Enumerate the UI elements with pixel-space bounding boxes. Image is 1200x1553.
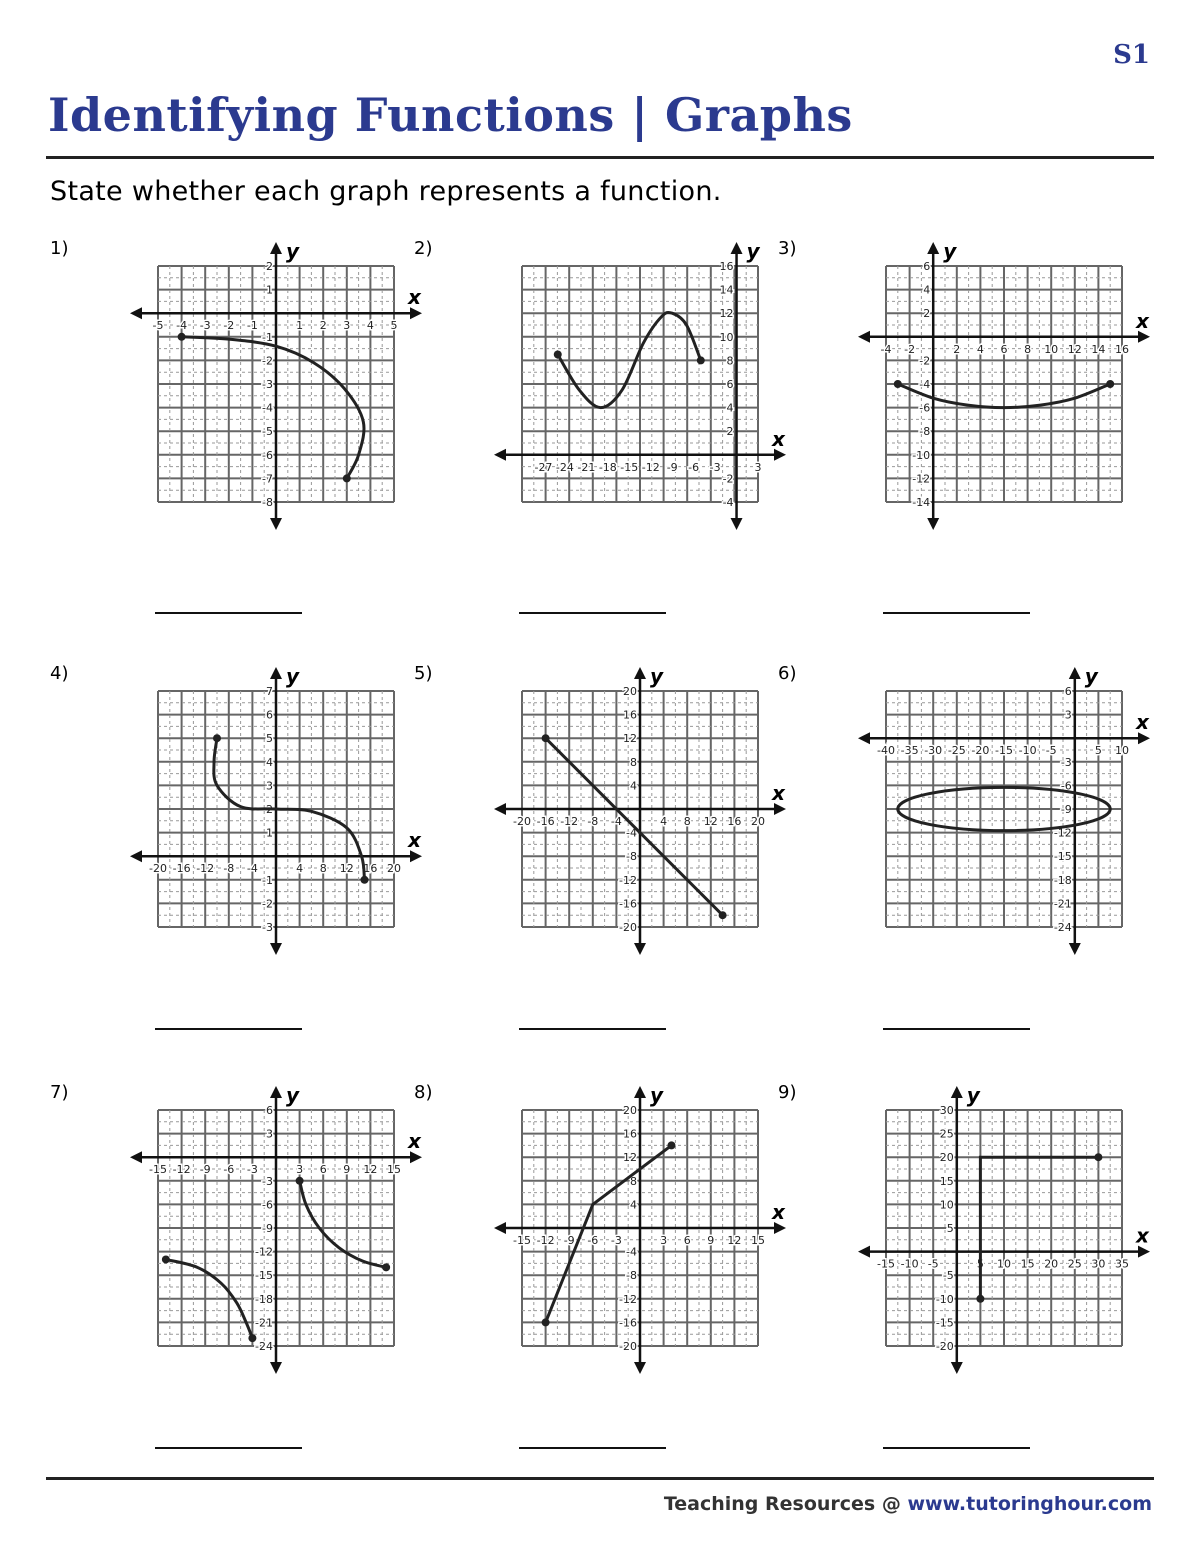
y-tick-label: -12 (619, 1292, 637, 1306)
x-tick-label: 16 (727, 815, 742, 828)
answer-line[interactable] (883, 612, 1030, 614)
y-tick-label: 10 (719, 330, 734, 344)
arrow-up-icon (731, 242, 743, 254)
x-tick-label: -27 (534, 460, 553, 474)
y-axis-label: y (286, 239, 300, 263)
y-tick-label: -8 (919, 425, 931, 439)
endpoint-dot (213, 734, 221, 742)
footer-link[interactable]: www.tutoringhour.com (907, 1493, 1152, 1515)
x-tick-label: -12 (641, 460, 660, 474)
y-tick-label: -2 (262, 897, 273, 911)
y-tick-label: -1 (262, 330, 273, 344)
instructions: State whether each graph represents a function. (50, 176, 722, 207)
arrow-up-icon (634, 667, 646, 679)
x-tick-label: 20 (751, 815, 765, 828)
x-tick-label: -12 (536, 1234, 555, 1247)
x-tick-label: 5 (1094, 744, 1102, 758)
y-tick-label: -15 (935, 1316, 954, 1330)
problem-2 (414, 238, 785, 638)
x-tick-label: -5 (152, 319, 164, 333)
x-tick-label: 2 (319, 319, 327, 333)
problem-number: 8) (414, 1082, 433, 1103)
arrow-left-icon (858, 732, 870, 744)
x-tick-label: 9 (707, 1234, 715, 1247)
x-tick-label: -9 (199, 1163, 211, 1177)
sheet-id: S1 (1113, 40, 1150, 70)
x-tick-label: 10 (1044, 342, 1059, 356)
graph-1 (80, 238, 421, 538)
y-tick-label: -2 (722, 472, 734, 486)
answer-line[interactable] (519, 1447, 666, 1449)
x-tick-label: 8 (683, 815, 691, 828)
y-axis-label: y (650, 664, 664, 688)
y-tick-label: -20 (935, 1340, 954, 1353)
y-tick-label: -6 (262, 1198, 273, 1212)
y-tick-label: 20 (939, 1151, 954, 1165)
arrow-left-icon (494, 1222, 506, 1234)
problem-8 (414, 1082, 785, 1482)
problem-3 (778, 238, 1149, 638)
x-tick-label: -9 (666, 460, 678, 474)
y-tick-label: 16 (719, 260, 734, 273)
y-tick-label: -4 (262, 401, 273, 415)
y-tick-label: 16 (623, 708, 637, 722)
curve-path (300, 1181, 387, 1268)
y-tick-label: 3 (1064, 708, 1072, 722)
y-tick-label: -20 (619, 1340, 637, 1353)
arrow-down-icon (951, 1362, 963, 1374)
problem-1 (50, 238, 421, 638)
y-tick-label: 4 (266, 755, 273, 769)
problem-5 (414, 663, 785, 1063)
y-axis-label: y (650, 1083, 664, 1107)
x-tick-label: 5 (976, 1257, 984, 1271)
y-tick-label: -20 (619, 921, 637, 934)
x-tick-label: 10 (1115, 744, 1129, 758)
y-tick-label: -12 (1053, 826, 1072, 840)
y-tick-label: -3 (262, 378, 273, 391)
answer-line[interactable] (155, 1028, 302, 1030)
y-tick-label: -6 (919, 401, 931, 415)
x-tick-label: -4 (610, 815, 622, 828)
y-tick-label: 6 (923, 260, 931, 273)
answer-line[interactable] (883, 1447, 1030, 1449)
problem-7 (50, 1082, 421, 1482)
x-tick-label: -15 (149, 1163, 167, 1177)
arrow-left-icon (858, 331, 870, 343)
x-axis-label: x (408, 1129, 421, 1154)
y-tick-label: 12 (623, 732, 637, 746)
x-tick-label: 8 (1024, 342, 1032, 356)
answer-line[interactable] (883, 1028, 1030, 1030)
y-tick-label: -24 (255, 1340, 273, 1353)
y-tick-label: 3 (266, 1127, 273, 1141)
x-tick-label: 4 (660, 815, 668, 828)
y-tick-label: -14 (912, 496, 931, 509)
y-tick-label: 6 (266, 1104, 273, 1117)
y-tick-label: -5 (262, 425, 273, 439)
endpoint-dot (667, 1141, 675, 1149)
x-tick-label: 6 (683, 1234, 691, 1247)
x-tick-label: 2 (953, 342, 961, 356)
y-tick-label: 1 (266, 826, 273, 840)
y-tick-label: -2 (262, 354, 273, 368)
y-tick-label: -4 (722, 496, 734, 509)
x-tick-label: -3 (246, 1163, 258, 1177)
y-tick-label: 5 (946, 1222, 954, 1235)
y-tick-label: -18 (1053, 873, 1072, 887)
problem-number: 5) (414, 663, 433, 684)
x-tick-label: -6 (587, 1234, 599, 1247)
y-tick-label: -1 (262, 873, 273, 887)
x-tick-label: -20 (513, 815, 531, 828)
axes (494, 664, 786, 955)
arrow-left-icon (494, 449, 506, 461)
x-tick-label: 15 (387, 1163, 401, 1177)
arrow-up-icon (1069, 667, 1081, 679)
y-tick-label: 8 (630, 755, 637, 769)
arrow-down-icon (731, 518, 743, 530)
x-tick-label: 3 (754, 460, 762, 474)
problem-number: 3) (778, 238, 797, 259)
y-tick-label: -21 (1053, 897, 1072, 911)
y-tick-label: 12 (719, 307, 734, 321)
x-tick-label: 3 (296, 1163, 304, 1177)
y-tick-label: 12 (623, 1151, 637, 1165)
x-tick-label: 12 (727, 1234, 742, 1247)
problem-number: 7) (50, 1082, 69, 1103)
y-tick-label: 2 (266, 803, 273, 816)
x-tick-label: -35 (900, 744, 919, 758)
y-tick-label: -21 (255, 1316, 273, 1330)
problem-number: 1) (50, 238, 69, 259)
x-tick-label: 6 (1000, 342, 1008, 356)
answer-line[interactable] (519, 1028, 666, 1030)
x-tick-label: -12 (196, 862, 215, 876)
arrow-down-icon (634, 943, 646, 955)
y-tick-label: 7 (266, 685, 273, 698)
grid (886, 691, 1122, 927)
x-tick-label: 16 (1115, 342, 1129, 356)
arrow-up-icon (634, 1086, 646, 1098)
y-tick-label: -18 (255, 1292, 273, 1306)
endpoint-dot (542, 734, 550, 742)
arrow-up-icon (927, 242, 939, 254)
y-tick-label: 25 (939, 1127, 954, 1141)
x-tick-label: -18 (598, 460, 617, 474)
endpoint-dot (1094, 1153, 1102, 1161)
x-tick-label: -12 (560, 815, 579, 828)
x-tick-label: -30 (924, 744, 943, 758)
y-tick-label: 4 (726, 401, 734, 415)
y-axis-label: y (1084, 664, 1098, 688)
x-tick-label: 14 (1091, 342, 1106, 356)
x-tick-label: -12 (172, 1163, 191, 1177)
endpoint-dot (894, 380, 902, 388)
y-axis-label: y (286, 664, 300, 688)
arrow-left-icon (130, 307, 142, 319)
arrow-down-icon (634, 1362, 646, 1374)
x-tick-label: 10 (997, 1257, 1011, 1271)
x-axis-label: x (772, 781, 785, 805)
problem-6 (778, 663, 1149, 1063)
x-tick-label: 30 (1091, 1257, 1106, 1271)
x-tick-label: -1 (246, 319, 258, 333)
answer-line[interactable] (519, 612, 666, 614)
x-tick-label: -3 (610, 1234, 622, 1247)
y-tick-label: 2 (923, 307, 931, 321)
x-axis-label: x (408, 828, 421, 853)
graph-2 (444, 238, 785, 538)
arrow-down-icon (927, 518, 939, 530)
y-axis-label: y (286, 1083, 300, 1107)
x-tick-label: -5 (1045, 744, 1057, 758)
y-tick-label: -8 (626, 1269, 637, 1283)
x-tick-label: -24 (555, 460, 574, 474)
y-tick-label: -8 (262, 496, 273, 509)
endpoint-dot (976, 1295, 984, 1303)
endpoint-dot (361, 876, 369, 884)
y-tick-label: 2 (266, 260, 273, 273)
x-tick-label: 12 (363, 1163, 378, 1177)
y-tick-label: 4 (630, 1198, 637, 1212)
y-tick-label: -16 (619, 897, 637, 911)
y-tick-label: -5 (942, 1269, 954, 1283)
y-tick-label: -10 (935, 1292, 954, 1306)
arrow-up-icon (270, 1086, 282, 1098)
x-tick-label: 15 (751, 1234, 765, 1247)
x-axis-label: x (1136, 1223, 1149, 1248)
x-tick-label: -5 (927, 1257, 939, 1271)
x-tick-label: -6 (223, 1163, 235, 1177)
endpoint-dot (162, 1255, 170, 1263)
x-tick-label: -40 (877, 744, 895, 758)
x-tick-label: 20 (387, 862, 401, 876)
y-tick-label: -24 (1053, 921, 1072, 934)
x-axis-label: x (772, 1200, 785, 1224)
x-tick-label: 12 (1067, 342, 1082, 356)
arrow-left-icon (130, 850, 142, 862)
endpoint-dot (248, 1334, 256, 1342)
answer-line[interactable] (155, 612, 302, 614)
endpoint-dot (542, 1318, 550, 1326)
y-tick-label: 8 (630, 1174, 637, 1188)
problem-number: 6) (778, 663, 797, 684)
y-tick-label: -15 (255, 1269, 273, 1283)
y-tick-label: 5 (266, 732, 273, 746)
x-tick-label: 35 (1115, 1257, 1129, 1271)
x-tick-label: 16 (363, 862, 378, 876)
endpoint-dot (296, 1177, 304, 1185)
y-tick-label: 30 (939, 1104, 954, 1117)
y-tick-label: -12 (912, 472, 931, 486)
x-tick-label: -15 (995, 744, 1013, 758)
x-tick-label: 4 (366, 319, 374, 333)
x-tick-label: 12 (339, 862, 354, 876)
y-tick-label: -4 (626, 826, 637, 840)
footer-divider (46, 1477, 1154, 1480)
y-tick-label: 4 (923, 283, 931, 297)
x-tick-label: 3 (343, 319, 351, 333)
x-tick-label: -4 (176, 319, 188, 333)
y-tick-label: 4 (630, 779, 637, 793)
page-title: Identifying Functions | Graphs (48, 88, 853, 142)
x-tick-label: 15 (1020, 1257, 1035, 1271)
y-axis-label: y (966, 1083, 980, 1107)
y-tick-label: -8 (626, 850, 637, 864)
y-tick-label: -9 (1060, 803, 1072, 816)
y-tick-label: -16 (619, 1316, 637, 1330)
x-tick-label: -10 (900, 1257, 919, 1271)
x-tick-label: -10 (1018, 744, 1037, 758)
x-tick-label: 4 (976, 342, 984, 356)
x-tick-label: -6 (688, 460, 700, 474)
y-tick-label: -12 (255, 1245, 273, 1259)
x-tick-label: 9 (343, 1163, 351, 1177)
x-tick-label: -16 (172, 862, 191, 876)
x-tick-label: -25 (947, 744, 966, 758)
arrow-down-icon (1069, 943, 1081, 955)
arrow-down-icon (270, 1362, 282, 1374)
x-tick-label: -15 (877, 1257, 895, 1271)
y-tick-label: -15 (1053, 850, 1072, 864)
arrow-left-icon (858, 1246, 870, 1258)
graph-4 (80, 663, 421, 963)
arrow-up-icon (270, 242, 282, 254)
y-tick-label: 2 (726, 425, 734, 439)
endpoint-dot (554, 351, 562, 359)
axes (494, 1083, 786, 1374)
graph-9 (808, 1082, 1149, 1382)
x-tick-label: -20 (149, 862, 167, 876)
y-tick-label: 20 (623, 1104, 637, 1117)
x-tick-label: -3 (199, 319, 211, 333)
y-tick-label: 3 (266, 779, 273, 793)
endpoint-dot (697, 356, 705, 364)
footer (664, 1493, 1152, 1515)
x-tick-label: -4 (246, 862, 258, 876)
x-tick-label: -8 (587, 815, 599, 828)
y-tick-label: -4 (626, 1245, 637, 1259)
grid (886, 1110, 1122, 1346)
x-tick-label: -16 (536, 815, 555, 828)
x-tick-label: 20 (1044, 1257, 1059, 1271)
y-axis-label: y (746, 239, 760, 263)
x-axis-label: x (772, 426, 785, 451)
x-tick-label: 1 (296, 319, 304, 333)
x-axis-label: x (1136, 308, 1149, 333)
arrow-left-icon (494, 803, 506, 815)
y-tick-label: 6 (726, 378, 734, 391)
y-tick-label: -7 (262, 472, 273, 486)
endpoint-dot (719, 911, 727, 919)
y-tick-label: -10 (912, 448, 931, 462)
endpoint-dot (343, 474, 351, 482)
y-tick-label: 8 (726, 354, 734, 368)
arrow-left-icon (130, 1151, 142, 1163)
graph-8 (444, 1082, 785, 1382)
x-tick-label: 5 (390, 319, 398, 333)
answer-line[interactable] (155, 1447, 302, 1449)
graph-6 (808, 663, 1149, 963)
x-tick-label: -4 (880, 342, 892, 356)
y-tick-label: -3 (262, 921, 273, 934)
x-tick-label: -21 (577, 460, 596, 474)
y-tick-label: -12 (619, 873, 637, 887)
endpoint-dot (382, 1263, 390, 1271)
problem-9 (778, 1082, 1149, 1482)
graph-3 (808, 238, 1149, 538)
y-tick-label: -2 (919, 354, 931, 368)
x-tick-label: -2 (904, 342, 916, 356)
y-tick-label: -9 (262, 1222, 273, 1235)
graph-7 (80, 1082, 421, 1382)
x-tick-label: -9 (563, 1234, 575, 1247)
y-tick-label: 14 (719, 283, 734, 297)
header-divider (46, 156, 1154, 159)
problem-number: 2) (414, 238, 433, 259)
arrow-up-icon (270, 667, 282, 679)
x-tick-label: -8 (223, 862, 235, 876)
y-axis-label: y (943, 239, 957, 263)
x-tick-label: -20 (971, 744, 990, 758)
problem-number: 4) (50, 663, 69, 684)
x-tick-label: 4 (296, 862, 304, 876)
x-tick-label: 12 (703, 815, 718, 828)
x-axis-label: x (408, 285, 421, 310)
y-tick-label: -4 (919, 378, 931, 391)
x-tick-label: 6 (319, 1163, 327, 1177)
arrow-up-icon (951, 1086, 963, 1098)
x-tick-label: 3 (660, 1234, 668, 1247)
problem-4 (50, 663, 421, 1063)
y-tick-label: 6 (1064, 685, 1072, 698)
x-axis-label: x (1136, 710, 1149, 735)
arrow-down-icon (270, 943, 282, 955)
y-tick-label: 16 (623, 1127, 637, 1141)
y-tick-label: -6 (262, 448, 273, 462)
x-tick-label: 25 (1067, 1257, 1082, 1271)
endpoint-dot (1106, 380, 1114, 388)
graph-5 (444, 663, 785, 963)
arrow-down-icon (270, 518, 282, 530)
y-tick-label: -3 (1060, 755, 1072, 769)
x-tick-label: -3 (709, 460, 721, 474)
x-tick-label: -15 (513, 1234, 531, 1247)
y-tick-label: -6 (1060, 779, 1072, 793)
footer-label: Teaching Resources @ (663, 1493, 901, 1515)
x-tick-label: -15 (620, 460, 639, 474)
x-tick-label: 8 (319, 862, 327, 876)
x-tick-label: -2 (223, 319, 235, 333)
y-tick-label: 15 (939, 1174, 954, 1188)
problem-number: 9) (778, 1082, 797, 1103)
y-tick-label: 1 (266, 283, 273, 297)
endpoint-dot (178, 333, 186, 341)
y-tick-label: 20 (623, 685, 637, 698)
y-tick-label: -3 (262, 1174, 273, 1188)
y-tick-label: 6 (266, 708, 273, 722)
y-tick-label: 10 (939, 1198, 954, 1212)
